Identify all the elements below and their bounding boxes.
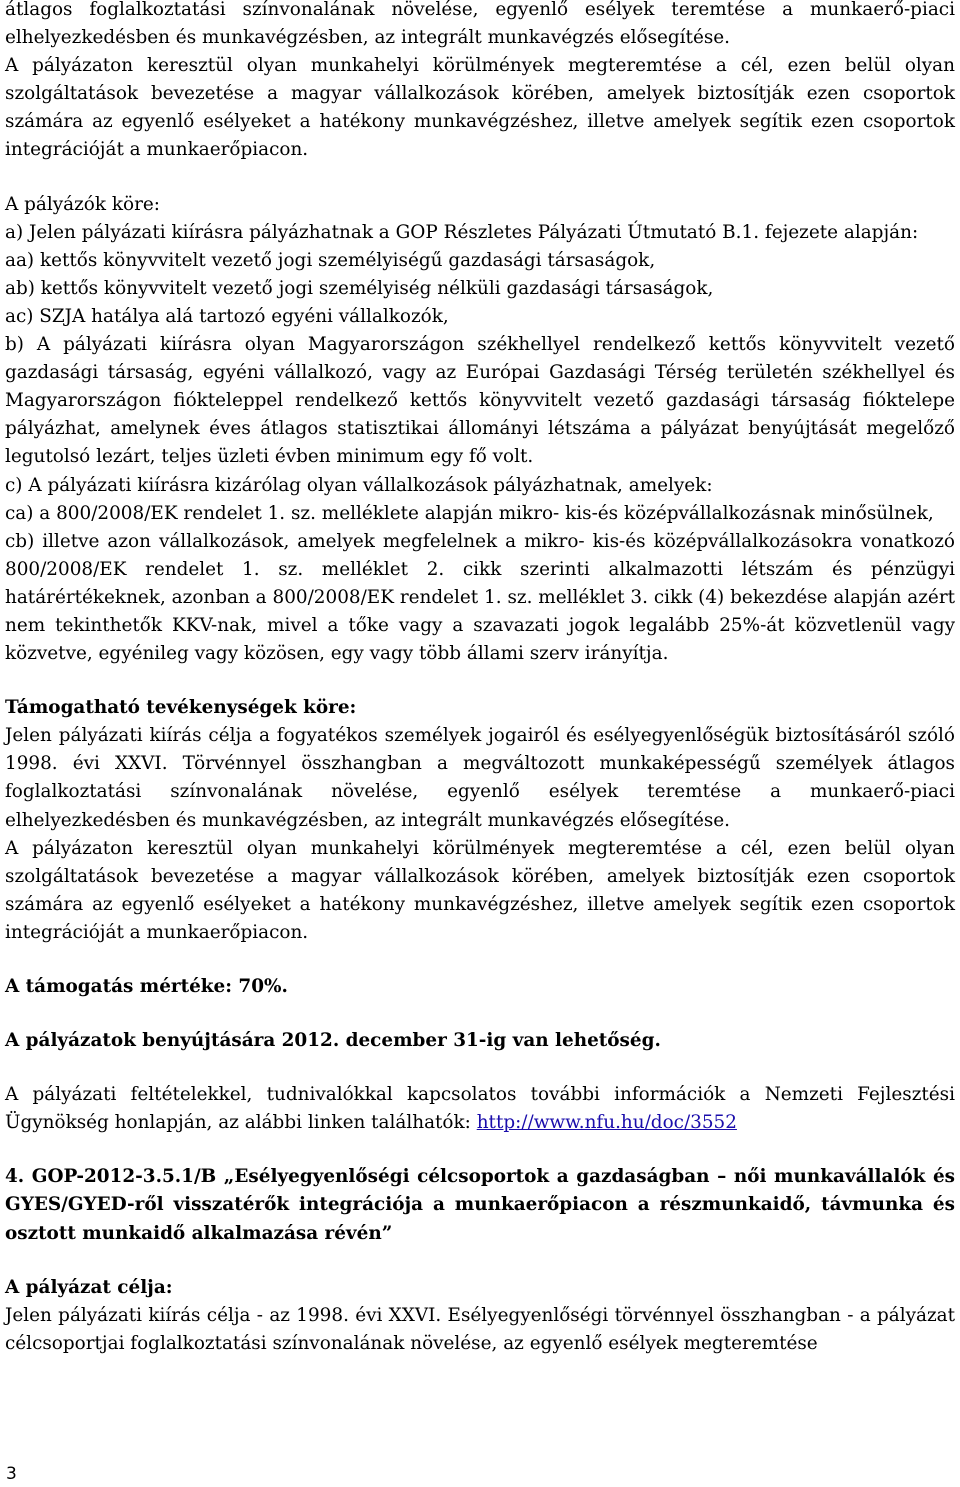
applicants-item-b: b) A pályázati kiírásra olyan Magyarországon székhellyel rendelkező kettős könyvvitelt vezető gazdasági társaság, egyéni vállalkozó, vagy az Európai Gazdasági Térség területén székhellyel és Magyarországon fiókteleppel rendelkező kettős könyvvitelt vezető gazdasági társaság fióktelepe pályázhat, amelynek éves átlagos statisztikai állományi létszáma a pályázat benyújtását megelőző legutolsó lezárt, teljes üzleti évben minimum egy fő volt. [5, 334, 955, 468]
activities-paragraph-2: A pályázaton keresztül olyan munkahelyi körülmények megteremtése a cél, ezen belül olyan szolgáltatások bevezetése a magyar vállalkozások körében, amelyek biztosítják ezen csoportok számára az egyenlő esélyeket a hatékony munkavégzéshez, illetve amelyek segítik ezen csoportok integrációját a munkaerőpiacon. [5, 837, 955, 943]
applicants-item-a: a) Jelen pályázati kiírásra pályázhatnak a GOP Részletes Pályázati Útmutató B.1. fejezete alapján: [5, 221, 919, 243]
info-text: A pályázati feltételekkel, tudnivalókkal kapcsolatos további információk a Nemzeti Fejlesztési Ügynökség honlapján, az alábbi linken találhatók: [5, 1084, 955, 1134]
applicants-heading: A pályázók köre: [5, 193, 160, 215]
info-paragraph [5, 1081, 955, 1137]
section-4-title: 4. GOP-2012-3.5.1/B „Esélyegyenlőségi célcsoportok a gazdaságban – női munkavállalók és GYES/GYED-ről visszatérők integrációja a munkaerőpiacon a részmunkaidő, távmunka és osztott munkaidő alkalmazása révén” [5, 1166, 955, 1244]
nfu-link[interactable]: http://www.nfu.hu/doc/3552 [476, 1112, 737, 1134]
applicants-item-ab: ab) kettős könyvvitelt vezető jogi személyiség nélküli gazdasági társaságok, [5, 277, 714, 299]
applicants-item-aa: aa) kettős könyvvitelt vezető jogi személyiségű gazdasági társaságok, [5, 249, 656, 271]
applicants-item-ca: ca) a 800/2008/EK rendelet 1. sz. melléklete alapján mikro- kis-és középvállalkozásnak minősülnek, [5, 502, 934, 524]
page-number: 3 [6, 1464, 17, 1484]
intro-goal-paragraph: A pályázaton keresztül olyan munkahelyi körülmények megteremtése a cél, ezen belül olyan szolgáltatások bevezetése a magyar vállalkozások körében, amelyek biztosítják ezen csoportok számára az egyenlő esélyeket a hatékony munkavégzéshez, illetve amelyek segítik ezen csoportok integrációját a munkaerőpiacon. [5, 55, 955, 161]
support-rate: A támogatás mértéke: 70%. [5, 976, 288, 997]
deadline: A pályázatok benyújtására 2012. december 31-ig van lehetőség. [5, 1030, 661, 1052]
activities-heading: Támogatható tevékenységek köre: [5, 697, 357, 719]
document-page [5, 0, 955, 1358]
applicants-item-cb: cb) illetve azon vállalkozások, amelyek megfelelnek a mikro- kis-és középvállalkozásokra vonatkozó 800/2008/EK rendelet 1. sz. melléklet 2. cikk szerinti alkalmazotti létszám és pénzügyi határértékeknek, azonban a 800/2008/EK rendelet 1. sz. melléklet 3. cikk (4) bekezdése alapján azért nem tekinthetők KKV-nak, mivel a tőke vagy a szavazati jogok legalább 25%-át közvetlenül vagy közvetve, egyénileg vagy közösen, egy vagy több állami szerv irányítja. [5, 530, 955, 665]
activities-paragraph-1: Jelen pályázati kiírás célja a fogyatékos személyek jogairól és esélyegyenlőségük biztosításáról szóló 1998. évi XXVI. Törvénnyel összhangban a megváltozott munkaképességű személyek átlagos foglalkoztatási színvonalának növelése, egyenlő esélyek teremtése a munkaerő-piaci elhelyezkedésben és munkavégzésben, az integrált munkavégzés elősegítése. [5, 725, 955, 831]
applicants-item-ac: ac) SZJA hatálya alá tartozó egyéni vállalkozók, [5, 305, 449, 327]
intro-continuation: átlagos foglalkoztatási színvonalának növelése, egyenlő esélyek teremtése a munkaerő-piaci elhelyezkedésben és munkavégzésben, az integrált munkavégzés elősegítése. [5, 0, 955, 49]
applicants-item-c: c) A pályázati kiírásra kizárólag olyan vállalkozások pályázhatnak, amelyek: [5, 474, 713, 496]
goal-text: Jelen pályázati kiírás célja - az 1998. évi XXVI. Esélyegyenlőségi törvénnyel összhangban - a pályázat célcsoportjai foglalkoztatási színvonalának növelése, az egyenlő esélyek megteremtése [5, 1304, 955, 1354]
goal-heading: A pályázat célja: [5, 1276, 173, 1298]
